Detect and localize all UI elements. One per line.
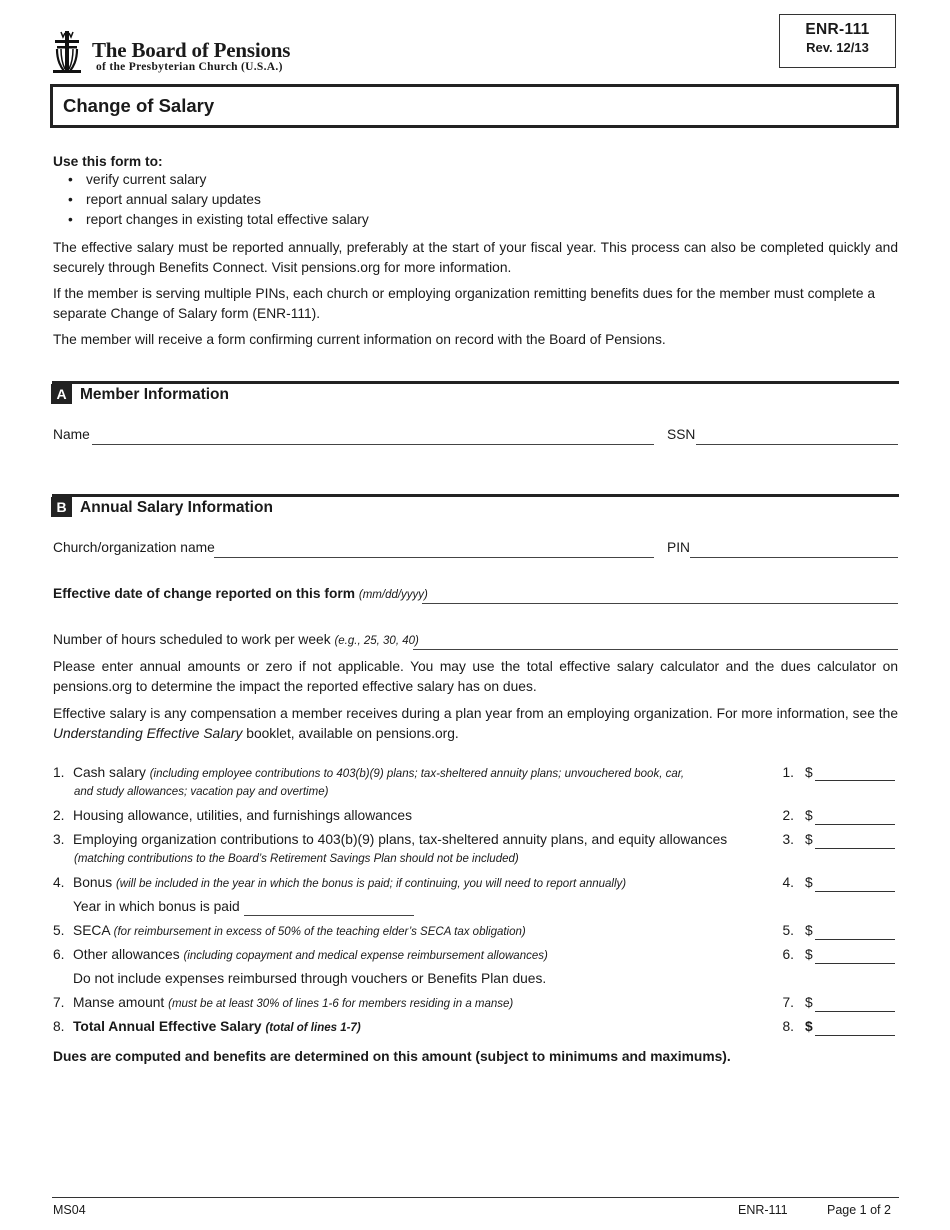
amount-field-7[interactable]	[815, 1011, 895, 1012]
effective-date-label: Effective date of change reported on this form (mm/dd/yyyy)	[53, 586, 428, 601]
line-item-6-note: Do not include expenses reimbursed through vouchers or Benefits Plan dues.	[73, 971, 547, 986]
line-number: 8.	[782, 1019, 794, 1034]
bonus-year-field[interactable]	[244, 915, 414, 916]
pin-field[interactable]	[690, 557, 898, 558]
section-a-title: Member Information	[80, 386, 229, 403]
dollar-sign: $	[805, 923, 813, 938]
line-number: 2.	[782, 808, 794, 823]
bullet-item: • report annual salary updates	[68, 192, 261, 207]
line-item-8: 8. Total Annual Effective Salary (total of lines 1-7)	[53, 1019, 361, 1034]
form-code: ENR-111	[805, 21, 870, 38]
line-number: 1.	[782, 765, 794, 780]
dollar-sign: $	[805, 1019, 813, 1034]
use-form-label: Use this form to:	[53, 154, 163, 169]
dollar-sign: $	[805, 995, 813, 1010]
line-item-6: 6. Other allowances (including copayment and medical expense reimbursement allowances)	[53, 947, 548, 962]
dollar-sign: $	[805, 832, 813, 847]
amount-field-3[interactable]	[815, 848, 895, 849]
ssn-label: SSN	[667, 427, 696, 442]
amount-field-4[interactable]	[815, 891, 895, 892]
pin-label: PIN	[667, 540, 690, 555]
org-name: The Board of Pensions	[92, 38, 291, 62]
hours-field[interactable]	[413, 649, 898, 650]
intro-paragraph-3: The member will receive a form confirming current information on record with the Board of Pensions.	[53, 332, 666, 347]
form-title-box	[50, 84, 899, 128]
form-revision: Rev. 12/13	[806, 40, 869, 55]
intro-paragraph-2: If the member is serving multiple PINs, each church or employing organization remitting benefits dues for the member must complete a separate Change of Salary form (ENR-111).	[53, 286, 876, 321]
church-name-field[interactable]	[214, 557, 654, 558]
dollar-sign: $	[805, 947, 813, 962]
section-b-letter: B	[51, 497, 72, 517]
line-item-4: 4. Bonus (will be included in the year in which the bonus is paid; if continuing, you will need to report annually)	[53, 875, 627, 890]
dollar-sign: $	[805, 808, 813, 823]
amount-field-1[interactable]	[815, 780, 895, 781]
amount-field-5[interactable]	[815, 939, 895, 940]
amount-field-8-total[interactable]	[815, 1035, 895, 1036]
line-number: 6.	[782, 947, 794, 962]
line-number: 5.	[782, 923, 794, 938]
line-item-5: 5. SECA (for reimbursement in excess of 50% of the teaching elder’s SECA tax obligation)	[53, 923, 526, 938]
section-a-letter: A	[51, 384, 72, 404]
line-number: 3.	[782, 832, 794, 847]
line-number: 7.	[782, 995, 794, 1010]
effective-date-field[interactable]	[422, 603, 898, 604]
ssn-field[interactable]	[696, 444, 898, 445]
line-item-3-note: (matching contributions to the Board’s Retirement Savings Plan should not be included)	[74, 853, 519, 865]
line-number: 4.	[782, 875, 794, 890]
church-name-label: Church/organization name	[53, 540, 215, 555]
footer-code-left: MS04	[53, 1203, 86, 1217]
page-number: Page 1 of 2	[827, 1203, 891, 1217]
presbyterian-cross-logo-icon	[52, 31, 82, 73]
section-a-rule	[52, 381, 899, 384]
dues-note: Dues are computed and benefits are determined on this amount (subject to minimums and maximums).	[53, 1049, 731, 1064]
line-item-3: 3. Employing organization contributions to 403(b)(9) plans, tax-sheltered annuity plans, and equity allowances	[53, 832, 728, 847]
intro-paragraph-1: The effective salary must be reported annually, preferably at the start of your fiscal year. This process can also be completed quickly and securely through Benefits Connect. Visit pensions.org for more information.	[53, 240, 898, 275]
form-id-box	[779, 14, 896, 68]
line-item-2: 2. Housing allowance, utilities, and furnishings allowances	[53, 808, 412, 823]
hours-label: Number of hours scheduled to work per week (e.g., 25, 30, 40)	[53, 632, 419, 647]
bullet-item: • verify current salary	[68, 172, 207, 187]
dollar-sign: $	[805, 875, 813, 890]
effective-salary-definition: Effective salary is any compensation a member receives during a plan year from an employing organization. For more information, see the Understanding Effective Salary booklet, available on pensions.org.	[53, 706, 898, 741]
line-item-7: 7. Manse amount (must be at least 30% of lines 1-6 for members residing in a manse)	[53, 995, 514, 1010]
dollar-sign: $	[805, 765, 813, 780]
footer-rule	[52, 1197, 899, 1198]
name-field[interactable]	[92, 444, 654, 445]
amount-field-2[interactable]	[815, 824, 895, 825]
line-item-1: 1. Cash salary (including employee contributions to 403(b)(9) plans; tax-sheltered annuity plans; unvouchered book, car,	[53, 765, 685, 780]
amount-field-6[interactable]	[815, 963, 895, 964]
footer-form-code: ENR-111	[738, 1203, 788, 1217]
bonus-year-label: Year in which bonus is paid	[73, 899, 240, 914]
section-b-rule	[52, 494, 899, 497]
line-item-1-note: and study allowances; vacation pay and overtime)	[74, 786, 329, 798]
name-label: Name	[53, 427, 90, 442]
form-title: Change of Salary	[63, 95, 215, 116]
bullet-item: • report changes in existing total effective salary	[68, 212, 369, 227]
amounts-instructions: Please enter annual amounts or zero if not applicable. You may use the total effective salary calculator and the dues calculator on pensions.org to determine the impact the reported effective salary has on dues.	[53, 659, 898, 694]
org-subtitle: of the Presbyterian Church (U.S.A.)	[96, 61, 283, 73]
section-b-title: Annual Salary Information	[80, 499, 273, 516]
